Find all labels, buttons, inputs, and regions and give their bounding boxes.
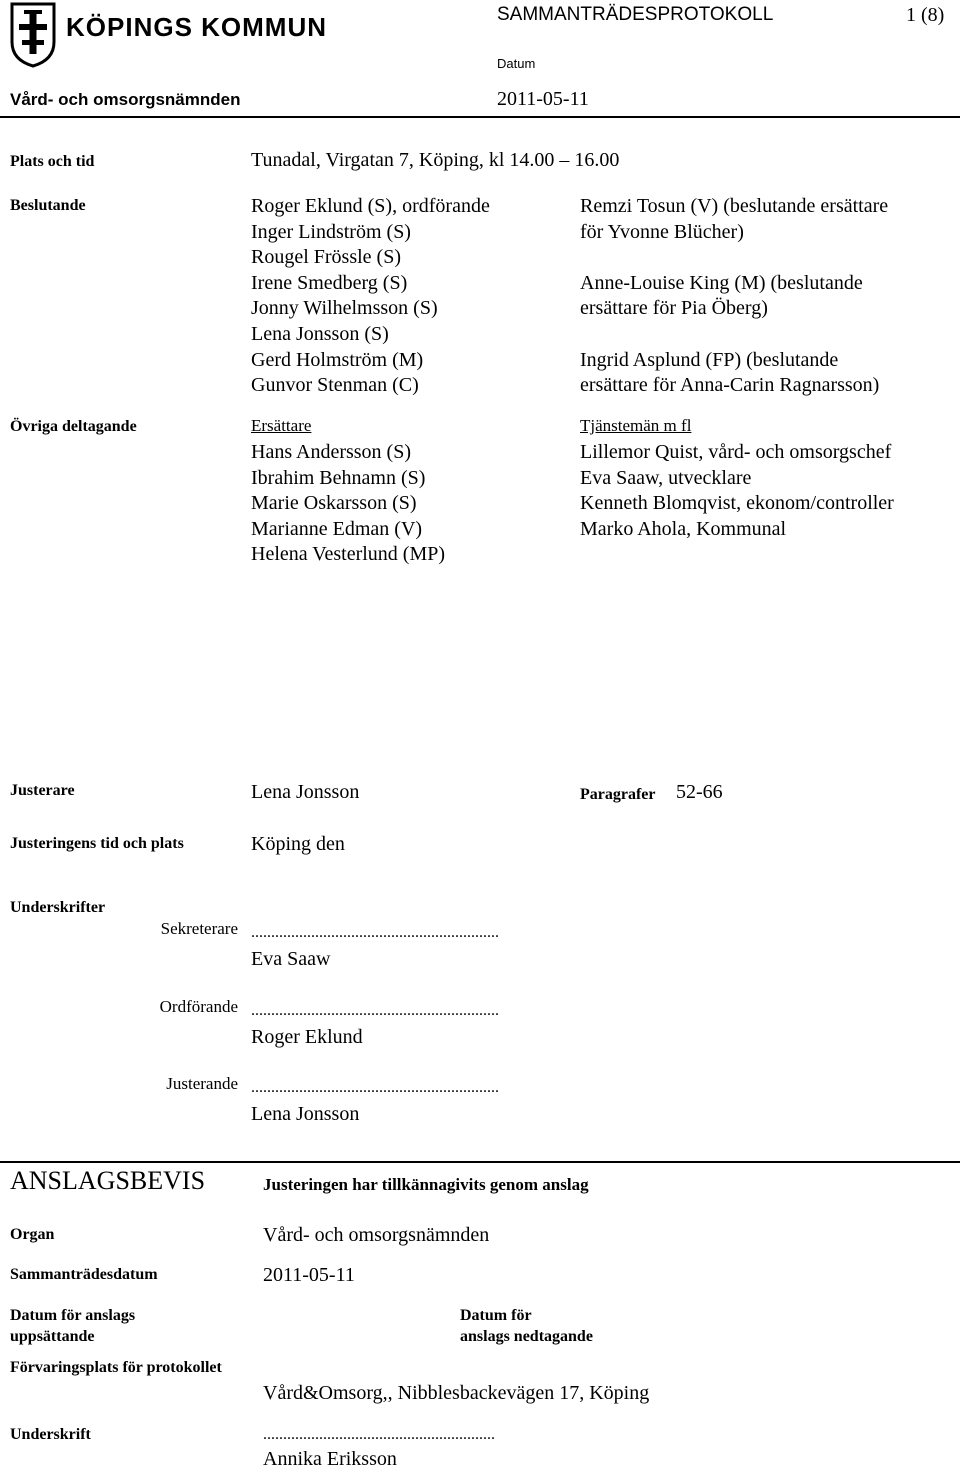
place-value: Tunadal, Virgatan 7, Köping, kl 14.00 – 16.00 [251,149,620,171]
signature-line: .............................................................. [251,1002,499,1019]
list-item: ersättare för Pia Öberg) [580,297,768,320]
committee-name: Vård- och omsorgsnämnden [10,90,241,109]
paragraphs-value: 52-66 [676,781,723,803]
list-item: ersättare för Anna-Carin Ragnarsson) [580,374,880,397]
meeting-date-label: Sammanträdesdatum [10,1266,158,1283]
list-item: Hans Andersson (S) [251,441,411,463]
signature-label: Underskrift [10,1426,91,1443]
list-item: Remzi Tosun (V) (beslutande ersättare [580,195,889,217]
meeting-date-value: 2011-05-11 [263,1264,355,1286]
notice-title: ANSLAGSBEVIS [10,1166,206,1195]
list-item: Marko Ahola, Kommunal [580,517,787,540]
header-divider [0,116,960,118]
list-item: Lena Jonsson (S) [251,322,389,345]
list-item: Anne-Louise King (M) (beslutande [580,271,863,294]
page-number: 1 (8) [906,4,945,26]
adjustment-time-place-label: Justeringens tid och plats [10,835,184,852]
storage-label: Förvaringsplats för protokollet [10,1359,222,1376]
decisionmakers-label: Beslutande [10,197,86,214]
signature-role: Ordförande [159,997,238,1016]
document-type: SAMMANTRÄDESPROTOKOLL [497,4,774,25]
notice-subtitle: Justeringen har tillkännagivits genom anslag [263,1175,589,1194]
place-label: Plats och tid [10,153,95,170]
list-item: Helena Vesterlund (MP) [251,543,446,566]
removed-date-label: Datum för anslags nedtagande [460,1307,593,1345]
paragraphs-label: Paragrafer [580,786,656,803]
officials-heading: Tjänstemän m fl [580,416,692,435]
others-label: Övriga deltagande [10,418,137,435]
decisionmakers-list [251,194,490,399]
organ-label: Organ [10,1226,55,1243]
coat-of-arms-icon [10,2,56,68]
list-item: Eva Saaw, utvecklare [580,466,752,489]
officials-column [580,416,894,542]
meeting-date: 2011-05-11 [497,88,589,110]
signature-line: .............................................................. [251,1079,499,1096]
signature-name: Lena Jonsson [251,1103,360,1125]
list-item: för Yvonne Blücher) [580,220,744,243]
municipality-name: KÖPINGS KOMMUN [66,12,327,42]
adjuster-value: Lena Jonsson [251,781,360,803]
list-item: Ibrahim Behnamn (S) [251,466,426,489]
list-item: Gerd Holmström (M) [251,348,424,371]
list-item: Gunvor Stenman (C) [251,374,419,397]
substitutes-heading: Ersättare [251,416,312,435]
substitutes-deciding-list [580,194,888,399]
notice-signature-line: .......................................................... [263,1426,495,1443]
list-item: Rougel Frössle (S) [251,246,401,269]
adjuster-label: Justerare [10,782,75,799]
signatures-label: Underskrifter [10,899,106,916]
list-item: Jonny Wilhelmsson (S) [251,297,438,320]
date-label: Datum [497,56,536,71]
list-item: Marie Oskarsson (S) [251,492,417,515]
list-item: Lillemor Quist, vård- och omsorgschef [580,441,892,463]
notice-signature-name: Annika Eriksson [263,1448,397,1470]
list-item: Inger Lindström (S) [251,220,411,243]
signature-role: Sekreterare [160,919,238,938]
organ-value: Vård- och omsorgsnämnden [263,1224,490,1246]
signature-line: .............................................................. [251,924,499,941]
list-item: Roger Eklund (S), ordförande [251,195,490,217]
posted-date-label: Datum för anslags uppsättande [10,1307,136,1345]
notice-divider [0,1161,960,1163]
list-item: Ingrid Asplund (FP) (beslutande [580,348,839,371]
list-item: Irene Smedberg (S) [251,271,408,294]
list-item: Marianne Edman (V) [251,517,423,540]
signature-role: Justerande [166,1074,238,1093]
signature-name: Roger Eklund [251,1026,363,1048]
adjustment-time-place-value: Köping den [251,833,345,855]
substitutes-column [251,416,445,568]
list-item: Kenneth Blomqvist, ekonom/controller [580,492,894,515]
storage-value: Vård&Omsorg,, Nibblesbackevägen 17, Köping [263,1382,650,1404]
signature-name: Eva Saaw [251,948,331,970]
